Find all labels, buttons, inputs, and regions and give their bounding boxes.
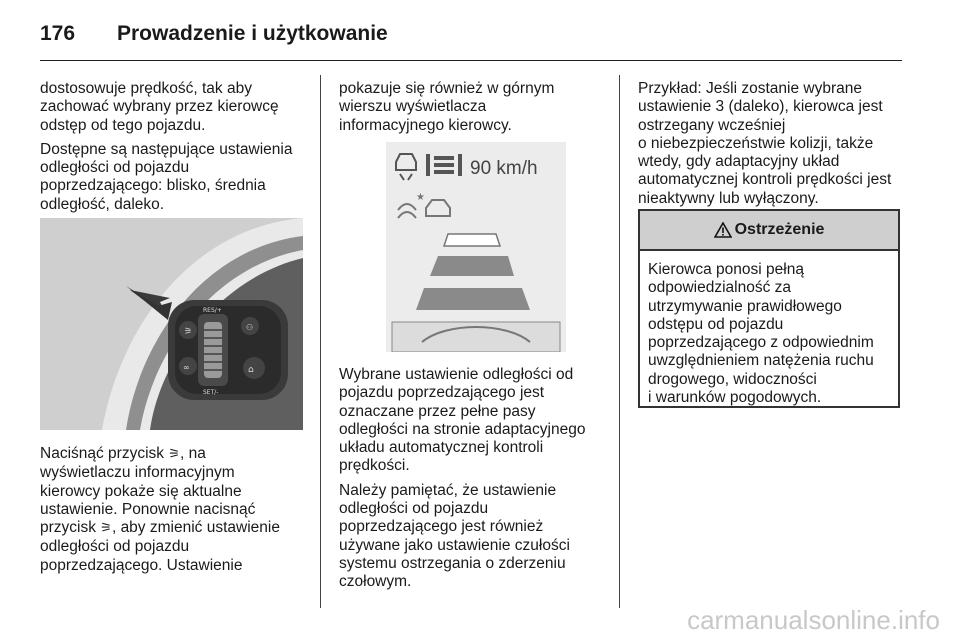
page-number: 176: [40, 22, 76, 45]
watermark: carmanualsonline.info: [687, 605, 940, 635]
header-rule: [40, 60, 902, 61]
page-title: Prowadzenie i użytkowanie: [117, 22, 388, 45]
col1-paragraph-2: Dostępne są następujące ustawienia odległości od pojazdu poprzedzającego: blisko, średnia odległość, daleko.: [40, 140, 293, 213]
column-1-top: [40, 80, 310, 220]
distance-button-icon: ⚞: [100, 521, 112, 537]
distance-button-icon: ⚞: [168, 447, 180, 462]
column-1-bottom: [40, 445, 310, 581]
column-2-top: [339, 80, 609, 141]
warning-body: Kierowca ponosi pełną odpowiedzialność za utrzymywanie prawidłowego odstępu od pojazdu poprzedzającego z odpowiednim uwzględnieniem natężenia ruchu drogowego, widoczności i warunków pogodowych.: [648, 261, 874, 407]
svg-text:SET/-: SET/-: [203, 389, 219, 396]
svg-text:∞: ∞: [183, 363, 190, 372]
col1-paragraph-3: Naciśnąć przycisk ⚞, na wyświetlaczu informacyjnym kierowcy pokaże się aktualne ustawienie. Ponownie nacisnąć przycisk ⚞, aby zmienić ustawienie odległości od pojazdu poprzedzającego. Ustawienie: [40, 445, 280, 574]
column-3-top: [638, 80, 906, 214]
star-icon: ★: [416, 192, 425, 203]
warning-header: [640, 211, 898, 251]
driver-info-display: [386, 142, 566, 352]
warning-title: Ostrzeżenie: [734, 221, 825, 238]
column-divider-1: [320, 75, 321, 608]
svg-text:RES/+: RES/+: [203, 307, 222, 314]
col3-paragraph-1: Przykład: Jeśli zostanie wybrane ustawienie 3 (daleko), kierowca jest ostrzegany wcześniej o niebezpieczeństwie kolizji, także wtedy, gdy adaptacyjny układ automatycznej kontroli prędkości jest nieaktywny lub wyłączony.: [638, 80, 892, 207]
svg-text:⚇: ⚇: [246, 323, 254, 332]
speed-readout: 90 km/h: [470, 158, 538, 179]
svg-text:⚞: ⚞: [184, 327, 193, 337]
svg-text:⌂: ⌂: [248, 365, 254, 375]
col1-paragraph-1: dostosowuje prędkość, tak aby zachować wybrany przez kierowcę odstęp od tego pojazdu.: [40, 80, 279, 134]
steering-wheel-figure: [40, 218, 303, 430]
steering-wheel-illustration: [40, 218, 303, 430]
col2-paragraph-3: Należy pamiętać, że ustawienie odległości od pojazdu poprzedzającego jest również używane jako ustawienie czułości systemu ostrzegania o zderzeniu czołowym.: [339, 481, 570, 591]
column-divider-2: [619, 75, 620, 608]
col2-paragraph-2: Wybrane ustawienie odległości od pojazdu poprzedzającego jest oznaczane przez pełne pasy odległości na stronie adaptacyjnego układu automatycznej kontroli prędkości.: [339, 366, 586, 475]
col2-paragraph-1: pokazuje się również w górnym wierszu wyświetlacza informacyjnego kierowcy.: [339, 80, 555, 134]
warning-box: [638, 209, 900, 408]
warning-triangle-icon: [714, 222, 732, 238]
driver-info-display-figure: [386, 142, 566, 352]
column-2-bottom: [339, 366, 611, 598]
